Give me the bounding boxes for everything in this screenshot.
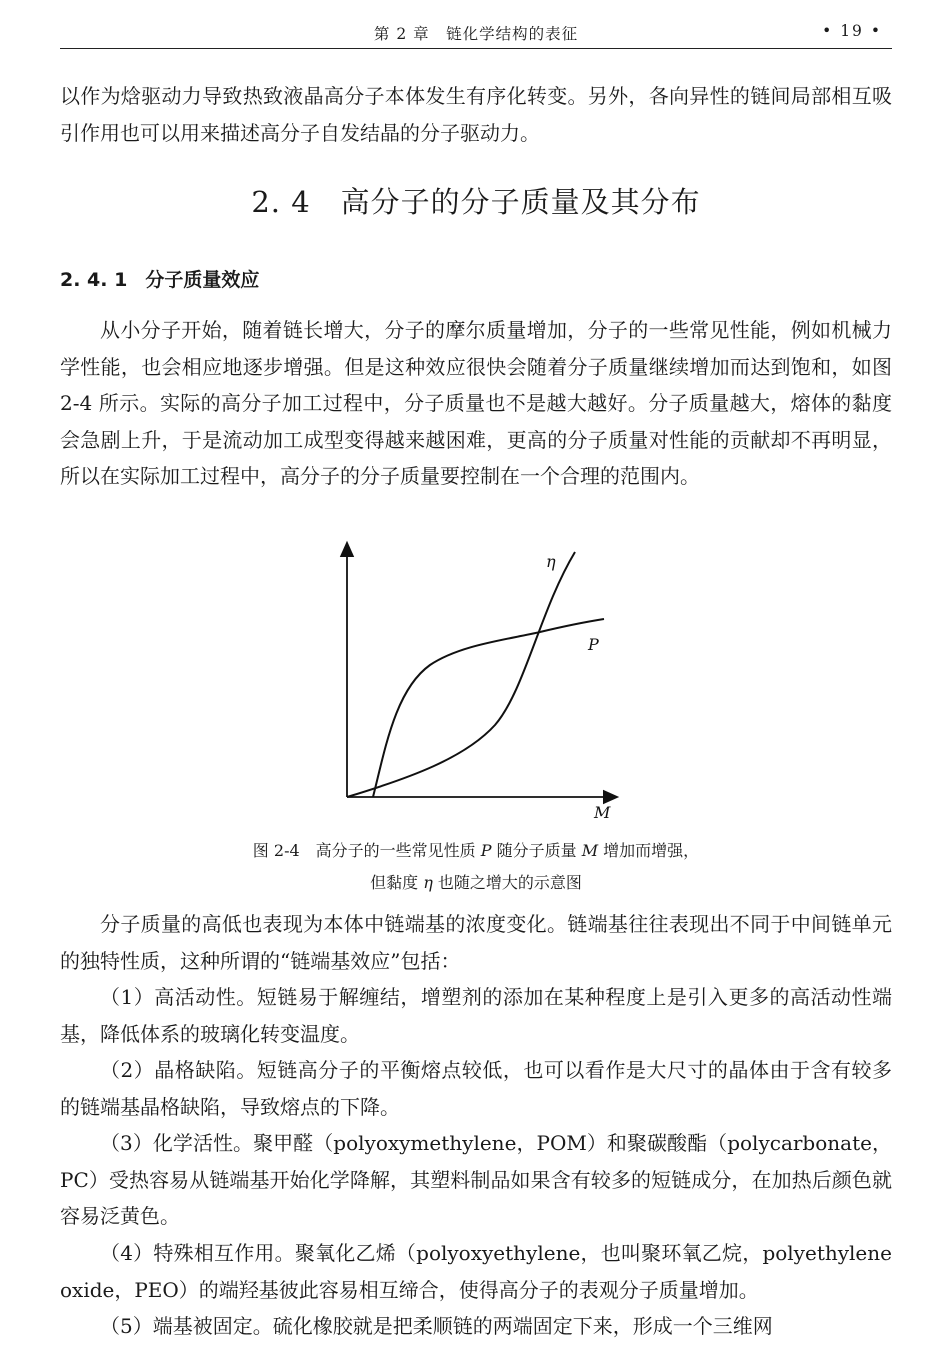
subsection-title: 分子质量效应 [145, 269, 260, 291]
list-item-3: （3）化学活性。聚甲醛（polyoxymethylene，POM）和聚碳酸酯（polycarbonate，PC）受热容易从链端基开始化学降解，其塑料制品如果含有较多的短链成分，在加热后颜色就容易泛黄色。 [60, 1131, 892, 1228]
eta-label: η [546, 552, 556, 571]
caption-text: 也随之增大的示意图 [432, 873, 582, 892]
p-label: P [588, 635, 599, 654]
list-item-4: （4）特殊相互作用。聚氧化乙烯（polyoxyethylene，也叫聚环氧乙烷，polyethylene oxide，PEO）的端羟基彼此容易相互缔合，使得高分子的表观分子质量增加。 [60, 1241, 892, 1302]
section-number: 2. 4 [251, 185, 311, 219]
body-paragraph-2: 分子质量的高低也表现为本体中链端基的浓度变化。链端基往往表现出不同于中间链单元的独特性质，这种所谓的“链端基效应”包括： [60, 912, 892, 973]
caption-text: 图 2-4 高分子的一些常见性质 [252, 841, 481, 860]
list-item-5: （5）端基被固定。硫化橡胶就是把柔顺链的两端固定下来，形成一个三维网 [100, 1314, 773, 1338]
caption-symbol-p: P [480, 841, 492, 860]
page-number: • 19 • [822, 22, 882, 40]
caption-symbol-eta: η [423, 873, 433, 892]
figure-2-4 [330, 540, 620, 825]
section-heading [0, 180, 952, 221]
figure-caption-line-2 [0, 870, 952, 893]
chapter-title: 第 2 章 链化学结构的表征 [373, 25, 579, 43]
list-item-2: （2）晶格缺陷。短链高分子的平衡熔点较低，也可以看作是大尺寸的晶体由于含有较多的链端基晶格缺陷，导致熔点的下降。 [60, 1058, 892, 1119]
caption-text: 随分子质量 [491, 841, 582, 860]
caption-text: 增加而增强， [598, 841, 700, 860]
property-p-curve [373, 619, 604, 797]
m-label: M [594, 803, 611, 822]
caption-text: 但黏度 [370, 873, 424, 892]
intro-paragraph: 以作为焓驱动力导致热致液晶高分子本体发生有序化转变。另外，各向异性的链间局部相互吸引作用也可以用来描述高分子自发结晶的分子驱动力。 [60, 84, 892, 145]
subsection-heading [60, 265, 259, 292]
caption-symbol-m: M [581, 841, 599, 860]
figure-caption-line-1 [0, 838, 952, 861]
section-title: 高分子的分子质量及其分布 [340, 185, 701, 219]
property-vs-mass-diagram [330, 540, 620, 825]
subsection-number: 2. 4. 1 [60, 269, 128, 291]
list-item-1: （1）高活动性。短链易于解缠结，增塑剂的添加在某种程度上是引入更多的高活动性端基，降低体系的玻璃化转变温度。 [60, 985, 892, 1046]
body-paragraph-1: 从小分子开始，随着链长增大，分子的摩尔质量增加，分子的一些常见性能，例如机械力学性能，也会相应地逐步增强。但是这种效应很快会随着分子质量继续增加而达到饱和，如图 2-4 所示。实际的高分子加工过程中，分子质量也不是越大越好。分子质量越大，熔体的黏度会急剧上升，于是流动加工成型变得越来越困难，更高的分子质量对性能的贡献却不再明显，所以在实际加工过程中，高分子的分子质量要控制在一个合理的范围内。 [60, 318, 892, 488]
running-header [60, 18, 892, 49]
